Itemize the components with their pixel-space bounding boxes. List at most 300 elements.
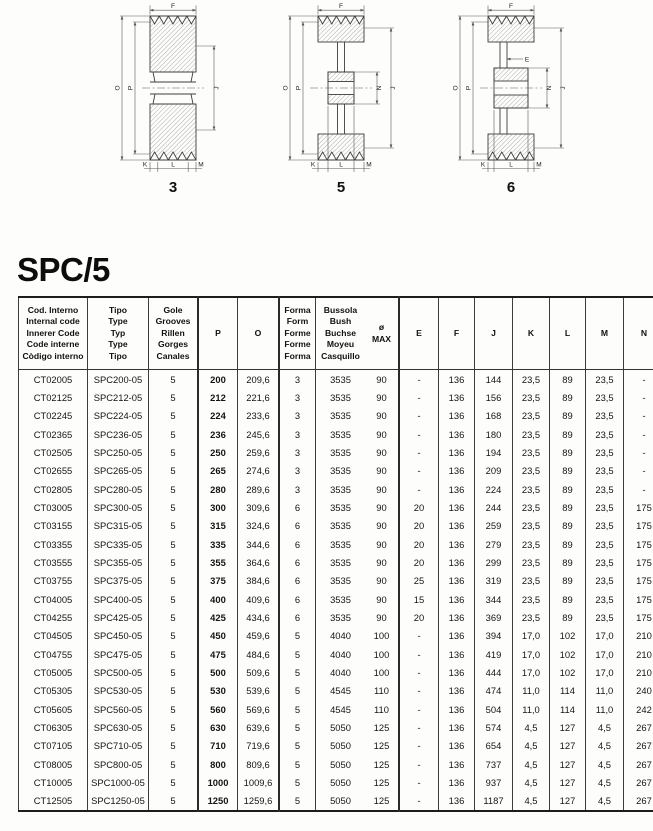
cell-type: SPC530-05 xyxy=(88,682,149,700)
cell-type: SPC200-05 xyxy=(88,370,149,389)
col-header-line: Rillen xyxy=(161,327,185,338)
cell-m: 4,5 xyxy=(586,773,624,791)
col-header-line: P xyxy=(215,327,221,338)
cell-diameter-max: 90 xyxy=(376,391,387,403)
cell-l: 89 xyxy=(550,553,586,571)
cell-p: 500 xyxy=(198,663,238,681)
cell-e: 15 xyxy=(399,590,439,608)
cell-diameter-max: 90 xyxy=(376,465,387,477)
cell-diameter-max: 90 xyxy=(376,538,387,550)
cell-type: SPC224-05 xyxy=(88,407,149,425)
cell-internal-code: CT04005 xyxy=(19,590,88,608)
cell-o: 384,6 xyxy=(238,572,280,590)
cell-grooves: 5 xyxy=(149,773,199,791)
cell-diameter-max: 90 xyxy=(376,483,387,495)
col-header-line: Innerer Code xyxy=(26,327,80,338)
cell-n: 175 xyxy=(624,608,653,626)
cell-m: 23,5 xyxy=(586,553,624,571)
cell-e: - xyxy=(399,388,439,406)
cell-bush: 4545 xyxy=(316,682,366,700)
cell-internal-code: CT02655 xyxy=(19,462,88,480)
col-header-line: Forme xyxy=(284,327,311,338)
cell-grooves: 5 xyxy=(149,700,199,718)
cell-e: 20 xyxy=(399,535,439,553)
cell-j: 299 xyxy=(475,553,513,571)
cell-k: 23,5 xyxy=(513,553,550,571)
cell-form: 6 xyxy=(279,498,316,516)
cell-l: 127 xyxy=(550,792,586,811)
cell-diameter-max: 125 xyxy=(373,776,390,788)
cell-form: 6 xyxy=(279,608,316,626)
cell-grooves: 5 xyxy=(149,425,199,443)
dim-label-k: K xyxy=(142,161,148,169)
cell-form: 6 xyxy=(279,535,316,553)
cell-f: 136 xyxy=(439,407,475,425)
cell-k: 4,5 xyxy=(513,737,550,755)
cell-bush: 3535 xyxy=(316,572,366,590)
cell-internal-code: CT04505 xyxy=(19,627,88,645)
cell-type: SPC1000-05 xyxy=(88,773,149,791)
cell-o: 364,6 xyxy=(238,553,280,571)
cell-o: 719,6 xyxy=(238,737,280,755)
dim-label-e: E xyxy=(524,56,530,64)
col-header-line: Internal code xyxy=(26,316,80,327)
cell-internal-code: CT10005 xyxy=(19,773,88,791)
col-header-j xyxy=(475,297,513,370)
cell-o: 1009,6 xyxy=(238,773,280,791)
cell-f: 136 xyxy=(439,370,475,389)
cell-type: SPC400-05 xyxy=(88,590,149,608)
technical-drawing-form-5 xyxy=(266,2,416,196)
cell-j: 144 xyxy=(475,370,513,389)
col-header-line: Typ xyxy=(110,327,126,338)
table-row xyxy=(19,498,653,516)
cell-m: 23,5 xyxy=(586,480,624,498)
cell-type: SPC250-05 xyxy=(88,443,149,461)
cell-grooves: 5 xyxy=(149,755,199,773)
cell-m: 23,5 xyxy=(586,498,624,516)
cell-k: 23,5 xyxy=(513,407,550,425)
cell-e: - xyxy=(399,755,439,773)
cell-j: 369 xyxy=(475,608,513,626)
col-header-line: O xyxy=(254,327,262,338)
cell-m: 23,5 xyxy=(586,462,624,480)
cell-k: 23,5 xyxy=(513,572,550,590)
col-header-bush xyxy=(316,297,366,370)
col-header-line: J xyxy=(491,327,496,338)
cell-diameter-max: 125 xyxy=(373,721,390,733)
table-row xyxy=(19,517,653,535)
cell-j: 444 xyxy=(475,663,513,681)
cell-m: 23,5 xyxy=(586,443,624,461)
cell-o: 209,6 xyxy=(238,370,280,389)
cell-internal-code: CT04255 xyxy=(19,608,88,626)
cell-j: 209 xyxy=(475,462,513,480)
spec-table xyxy=(18,296,653,812)
cell-type: SPC280-05 xyxy=(88,480,149,498)
cell-form: 5 xyxy=(279,700,316,718)
cell-type: SPC450-05 xyxy=(88,627,149,645)
cell-k: 23,5 xyxy=(513,425,550,443)
cell-diameter-max: 90 xyxy=(376,575,387,587)
col-header-n xyxy=(624,297,653,370)
cell-grooves: 5 xyxy=(149,517,199,535)
cell-bush: 3535 xyxy=(316,443,366,461)
cell-e: - xyxy=(399,792,439,811)
cell-grooves: 5 xyxy=(149,480,199,498)
dim-label-m: M xyxy=(198,161,204,169)
cell-grooves: 5 xyxy=(149,535,199,553)
cell-form: 6 xyxy=(279,572,316,590)
col-header-line: Forme xyxy=(284,339,311,350)
cell-o: 245,6 xyxy=(238,425,280,443)
technical-drawing-form-6 xyxy=(436,2,586,196)
cell-k: 11,0 xyxy=(513,682,550,700)
cell-m: 23,5 xyxy=(586,517,624,535)
cell-type: SPC300-05 xyxy=(88,498,149,516)
dim-label-f: F xyxy=(509,3,513,10)
dim-label-m: M xyxy=(366,161,372,169)
cell-m: 17,0 xyxy=(586,645,624,663)
col-header-line: K xyxy=(527,327,535,338)
cell-l: 127 xyxy=(550,718,586,736)
cell-j: 259 xyxy=(475,517,513,535)
cell-l: 102 xyxy=(550,627,586,645)
col-header-line: F xyxy=(453,327,460,338)
cell-o: 221,6 xyxy=(238,388,280,406)
form-number-label: 3 xyxy=(168,179,178,196)
cell-grooves: 5 xyxy=(149,718,199,736)
dim-label-j: J xyxy=(559,86,567,90)
cell-l: 102 xyxy=(550,645,586,663)
cell-internal-code: CT02505 xyxy=(19,443,88,461)
cell-diameter-max: 90 xyxy=(376,410,387,422)
cell-p: 236 xyxy=(198,425,238,443)
cell-o: 259,6 xyxy=(238,443,280,461)
cell-m: 23,5 xyxy=(586,388,624,406)
cell-grooves: 5 xyxy=(149,553,199,571)
cell-n: - xyxy=(624,462,653,480)
cell-j: 394 xyxy=(475,627,513,645)
cell-bush: 5050 xyxy=(316,792,366,811)
cell-grooves: 5 xyxy=(149,608,199,626)
col-header-line: E xyxy=(416,327,422,338)
table-row xyxy=(19,535,653,553)
cell-f: 136 xyxy=(439,700,475,718)
cell-internal-code: CT05005 xyxy=(19,663,88,681)
cell-j: 344 xyxy=(475,590,513,608)
cell-internal-code: CT02125 xyxy=(19,388,88,406)
cell-m: 11,0 xyxy=(586,682,624,700)
col-header-line: L xyxy=(564,327,571,338)
cell-bush: 3535 xyxy=(316,388,366,406)
cell-n: 267 xyxy=(624,755,653,773)
cell-diameter-max: 90 xyxy=(376,446,387,458)
col-header-line: Cod. Interno xyxy=(27,304,79,315)
cell-n: 175 xyxy=(624,590,653,608)
cell-form: 5 xyxy=(279,773,316,791)
cell-type: SPC425-05 xyxy=(88,608,149,626)
col-header-line: Bussola xyxy=(323,304,358,315)
cell-grooves: 5 xyxy=(149,443,199,461)
cell-form: 5 xyxy=(279,755,316,773)
cell-o: 274,6 xyxy=(238,462,280,480)
cell-form: 3 xyxy=(279,443,316,461)
cell-n: 267 xyxy=(624,773,653,791)
cell-form: 6 xyxy=(279,553,316,571)
cell-l: 114 xyxy=(550,700,586,718)
table-row xyxy=(19,663,653,681)
dim-label-m: M xyxy=(536,161,542,169)
cell-f: 136 xyxy=(439,462,475,480)
cell-e: - xyxy=(399,627,439,645)
cell-grooves: 5 xyxy=(149,627,199,645)
cell-internal-code: CT07105 xyxy=(19,737,88,755)
cell-l: 127 xyxy=(550,755,586,773)
cell-bush: 4545 xyxy=(316,700,366,718)
technical-drawing-form-3 xyxy=(98,2,248,196)
cell-j: 224 xyxy=(475,480,513,498)
cell-f: 136 xyxy=(439,535,475,553)
col-header-f xyxy=(439,297,475,370)
cell-bush: 4040 xyxy=(316,645,366,663)
col-header-line: M xyxy=(600,327,609,338)
cell-m: 17,0 xyxy=(586,627,624,645)
cell-n: 175 xyxy=(624,553,653,571)
cell-e: - xyxy=(399,443,439,461)
cell-m: 23,5 xyxy=(586,535,624,553)
cell-l: 89 xyxy=(550,590,586,608)
cell-l: 89 xyxy=(550,370,586,389)
cell-internal-code: CT03355 xyxy=(19,535,88,553)
cell-form: 5 xyxy=(279,682,316,700)
cell-k: 17,0 xyxy=(513,663,550,681)
cell-internal-code: CT03005 xyxy=(19,498,88,516)
cell-diameter-max: 90 xyxy=(376,611,387,623)
cell-grooves: 5 xyxy=(149,737,199,755)
cell-m: 4,5 xyxy=(586,737,624,755)
cell-form: 5 xyxy=(279,627,316,645)
form-number-label: 5 xyxy=(336,179,346,196)
col-header-e xyxy=(399,297,439,370)
table-row xyxy=(19,407,653,425)
cell-bush: 3535 xyxy=(316,535,366,553)
page-title: SPC/5 xyxy=(17,251,110,288)
cell-internal-code: CT04755 xyxy=(19,645,88,663)
cell-form: 3 xyxy=(279,407,316,425)
cell-p: 212 xyxy=(198,388,238,406)
cell-f: 136 xyxy=(439,682,475,700)
cell-bush: 3535 xyxy=(316,480,366,498)
cell-diameter-max: 110 xyxy=(374,703,389,715)
cell-diameter-max: 100 xyxy=(373,648,390,660)
table-row xyxy=(19,572,653,590)
cell-bush: 3535 xyxy=(316,608,366,626)
cell-l: 102 xyxy=(550,663,586,681)
cell-o: 1259,6 xyxy=(238,792,280,811)
cell-f: 136 xyxy=(439,737,475,755)
cell-type: SPC800-05 xyxy=(88,755,149,773)
table-row xyxy=(19,480,653,498)
table-row xyxy=(19,755,653,773)
col-header-line: Còdigo interno xyxy=(22,350,84,361)
cell-m: 4,5 xyxy=(586,718,624,736)
cell-bush: 3535 xyxy=(316,407,366,425)
cell-type: SPC630-05 xyxy=(88,718,149,736)
cell-type: SPC375-05 xyxy=(88,572,149,590)
cell-p: 560 xyxy=(198,700,238,718)
cell-diameter-max: 110 xyxy=(374,685,389,697)
cell-f: 136 xyxy=(439,718,475,736)
cell-l: 89 xyxy=(550,462,586,480)
cell-l: 89 xyxy=(550,572,586,590)
table-row xyxy=(19,553,653,571)
cell-e: - xyxy=(399,682,439,700)
table-row xyxy=(19,737,653,755)
cell-p: 630 xyxy=(198,718,238,736)
cell-bush: 5050 xyxy=(316,755,366,773)
cell-bush: 3535 xyxy=(316,553,366,571)
pulley-section-form-6 xyxy=(436,2,586,174)
cell-n: 175 xyxy=(624,517,653,535)
cell-e: 20 xyxy=(399,608,439,626)
cell-p: 355 xyxy=(198,553,238,571)
cell-f: 136 xyxy=(439,627,475,645)
spec-table-head xyxy=(19,297,653,370)
cell-j: 180 xyxy=(475,425,513,443)
col-header-line: Code interne xyxy=(26,339,80,350)
cell-form: 5 xyxy=(279,645,316,663)
cell-m: 23,5 xyxy=(586,590,624,608)
cell-p: 400 xyxy=(198,590,238,608)
cell-e: - xyxy=(399,645,439,663)
cell-e: 20 xyxy=(399,517,439,535)
col-header-l xyxy=(550,297,586,370)
cell-o: 539,6 xyxy=(238,682,280,700)
cell-o: 344,6 xyxy=(238,535,280,553)
cell-o: 509,6 xyxy=(238,663,280,681)
cell-l: 89 xyxy=(550,498,586,516)
cell-bush: 3535 xyxy=(316,462,366,480)
cell-o: 809,6 xyxy=(238,755,280,773)
cell-e: - xyxy=(399,663,439,681)
cell-n: - xyxy=(624,407,653,425)
cell-j: 504 xyxy=(475,700,513,718)
cell-grooves: 5 xyxy=(149,407,199,425)
table-row xyxy=(19,370,653,389)
cell-e: 20 xyxy=(399,498,439,516)
col-header-line: Forma xyxy=(284,350,311,361)
cell-p: 450 xyxy=(198,627,238,645)
cell-j: 319 xyxy=(475,572,513,590)
dim-label-n: N xyxy=(375,85,383,91)
cell-diameter-max: 100 xyxy=(373,630,390,642)
cell-m: 11,0 xyxy=(586,700,624,718)
cell-e: - xyxy=(399,462,439,480)
dim-label-f: F xyxy=(339,3,343,10)
cell-diameter-max: 125 xyxy=(373,795,390,807)
col-header-line: Bush xyxy=(329,316,352,327)
dim-label-p: P xyxy=(127,85,135,91)
cell-l: 89 xyxy=(550,535,586,553)
dim-label-l: L xyxy=(339,161,343,169)
cell-form: 5 xyxy=(279,663,316,681)
col-header-k xyxy=(513,297,550,370)
cell-p: 265 xyxy=(198,462,238,480)
cell-grooves: 5 xyxy=(149,462,199,480)
cell-bush: 4040 xyxy=(316,627,366,645)
cell-f: 136 xyxy=(439,425,475,443)
cell-m: 4,5 xyxy=(586,755,624,773)
dim-label-f: F xyxy=(171,3,175,10)
cell-n: 175 xyxy=(624,498,653,516)
cell-grooves: 5 xyxy=(149,792,199,811)
cell-j: 574 xyxy=(475,718,513,736)
table-row xyxy=(19,682,653,700)
cell-m: 23,5 xyxy=(586,572,624,590)
cell-j: 419 xyxy=(475,645,513,663)
cell-n: - xyxy=(624,480,653,498)
cell-l: 89 xyxy=(550,388,586,406)
cell-p: 1250 xyxy=(198,792,238,811)
cell-p: 800 xyxy=(198,755,238,773)
cell-m: 17,0 xyxy=(586,663,624,681)
cell-k: 23,5 xyxy=(513,498,550,516)
cell-n: 242 xyxy=(624,700,653,718)
cell-internal-code: CT06305 xyxy=(19,718,88,736)
cell-internal-code: CT03755 xyxy=(19,572,88,590)
cell-n: 175 xyxy=(624,572,653,590)
cell-o: 434,6 xyxy=(238,608,280,626)
cell-l: 89 xyxy=(550,608,586,626)
cell-f: 136 xyxy=(439,443,475,461)
cell-l: 127 xyxy=(550,773,586,791)
cell-e: 20 xyxy=(399,553,439,571)
cell-f: 136 xyxy=(439,553,475,571)
dim-label-p: P xyxy=(295,85,303,91)
col-header-internal-code xyxy=(19,297,88,370)
col-header-o xyxy=(238,297,280,370)
cell-k: 23,5 xyxy=(513,608,550,626)
cell-e: - xyxy=(399,370,439,389)
cell-l: 89 xyxy=(550,443,586,461)
table-row xyxy=(19,388,653,406)
cell-o: 484,6 xyxy=(238,645,280,663)
cell-f: 136 xyxy=(439,773,475,791)
cell-form: 3 xyxy=(279,462,316,480)
cell-p: 530 xyxy=(198,682,238,700)
cell-n: - xyxy=(624,443,653,461)
cell-m: 23,5 xyxy=(586,608,624,626)
cell-p: 224 xyxy=(198,407,238,425)
cell-n: 267 xyxy=(624,737,653,755)
cell-bush: 3535 xyxy=(316,590,366,608)
col-header-line: Grooves xyxy=(155,316,191,327)
col-header-form xyxy=(279,297,316,370)
table-row xyxy=(19,425,653,443)
cell-internal-code: CT05305 xyxy=(19,682,88,700)
cell-o: 289,6 xyxy=(238,480,280,498)
table-row xyxy=(19,792,653,811)
cell-grooves: 5 xyxy=(149,572,199,590)
cell-diameter-max: 125 xyxy=(373,758,390,770)
cell-j: 654 xyxy=(475,737,513,755)
cell-l: 89 xyxy=(550,480,586,498)
cell-f: 136 xyxy=(439,572,475,590)
cell-m: 23,5 xyxy=(586,425,624,443)
cell-k: 4,5 xyxy=(513,718,550,736)
table-row xyxy=(19,645,653,663)
